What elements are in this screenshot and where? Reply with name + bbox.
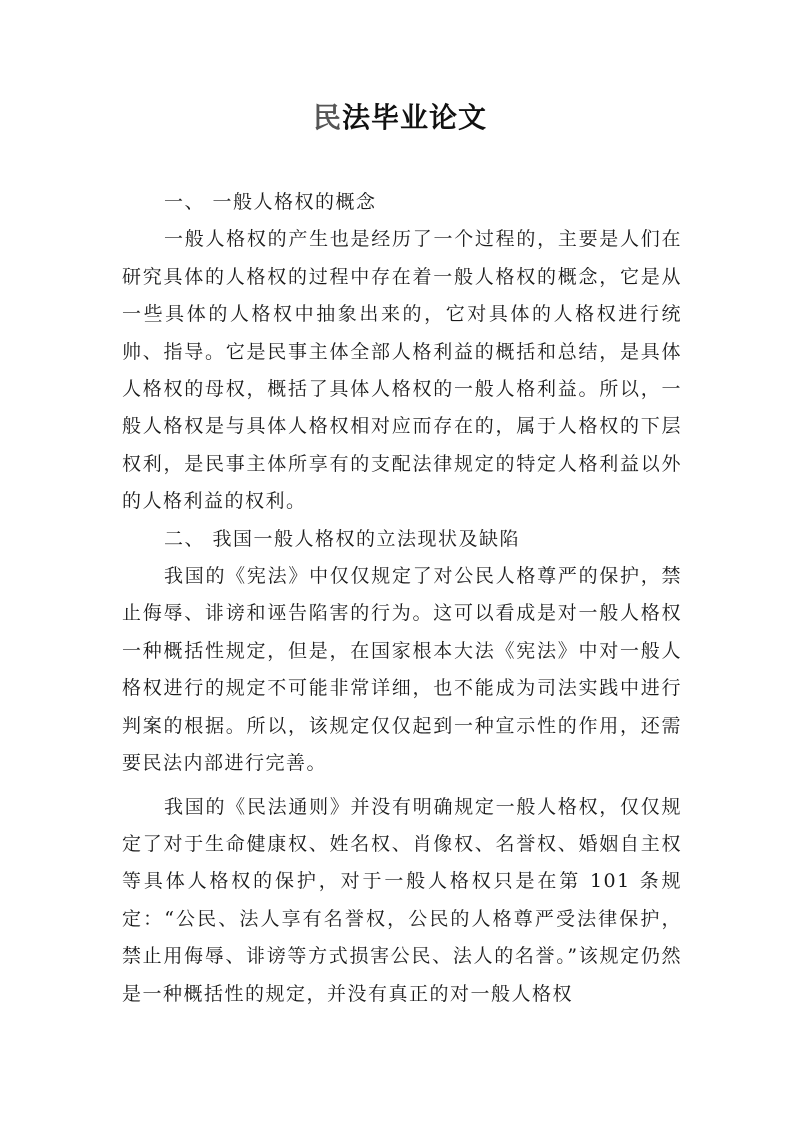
paragraph-1: 一般人格权的产生也是经历了一个过程的，主要是人们在研究具体的人格权的过程中存在着一般人格权的概念，它是从一些具体的人格权中抽象出来的，它对具体的人格权进行统帅、指导。它是民事主体全部人格利益的概括和总结，是具体人格权的母权，概括了具体人格权的一般人格利益。所以，一般人格权是与具体人格权相对应而存在的，属于人格权的下层权利，是民事主体所享有的支配法律规定的特定人格利益以外的人格利益的权利。 xyxy=(122,228,682,513)
section-heading-1: 一、 一般人格权的概念 xyxy=(164,191,377,213)
paragraph-3: 我国的《民法通则》并没有明确规定一般人格权，仅仅规定了对于生命健康权、姓名权、肖像权、名誉权、婚姻自主权等具体人格权的保护，对于一般人格权只是在第 101 条规定：“公民、法人享有名誉权，公民的人格尊严受法律保护，禁止用侮辱、诽谤等方式损害公民、法人的名誉。”该规定仍然是一种概括性的规定，并没有真正的对一般人格权 xyxy=(122,795,682,1005)
document-title xyxy=(0,96,800,136)
section-heading-2: 二、 我国一般人格权的立法现状及缺陷 xyxy=(164,527,521,550)
document-body xyxy=(122,184,682,1013)
paragraph-2: 我国的《宪法》中仅仅规定了对公民人格尊严的保护，禁止侮辱、诽谤和诬告陷害的行为。这可以看成是对一般人格权一种概括性规定，但是，在国家根本大法《宪法》中对一般人格权进行的规定不可能非常详细，也不能成为司法实践中进行判案的根据。所以，该规定仅仅起到一种宣示性的作用，还需要民法内部进行完善。 xyxy=(122,565,682,775)
title-rest: 法毕业论文 xyxy=(342,101,488,134)
title-first-char: 民 xyxy=(312,101,342,134)
